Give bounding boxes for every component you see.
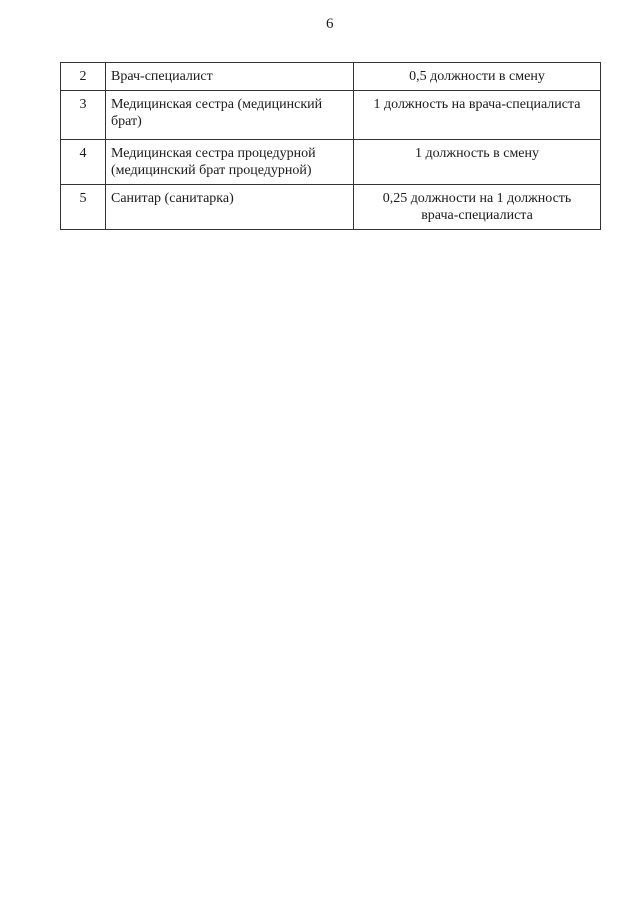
position-name: Санитар (санитарка)	[106, 185, 354, 230]
page-number: 6	[326, 16, 334, 32]
table-row	[61, 185, 601, 230]
staffing-norm: 0,5 должности в смену	[354, 63, 601, 91]
table-row	[61, 140, 601, 185]
staffing-norm: 1 должность в смену	[354, 140, 601, 185]
row-number: 2	[61, 63, 106, 91]
table-row	[61, 91, 601, 140]
staffing-norm: 0,25 должности на 1 должность врача-специалиста	[354, 185, 601, 230]
row-number: 5	[61, 185, 106, 230]
position-name: Врач-специалист	[106, 63, 354, 91]
staffing-table	[60, 62, 601, 230]
row-number: 3	[61, 91, 106, 140]
table-row	[61, 63, 601, 91]
staffing-norm: 1 должность на врача-специалиста	[354, 91, 601, 140]
position-name: Медицинская сестра процедурной (медицинский брат процедурной)	[106, 140, 354, 185]
row-number: 4	[61, 140, 106, 185]
position-name: Медицинская сестра (медицинский брат)	[106, 91, 354, 140]
